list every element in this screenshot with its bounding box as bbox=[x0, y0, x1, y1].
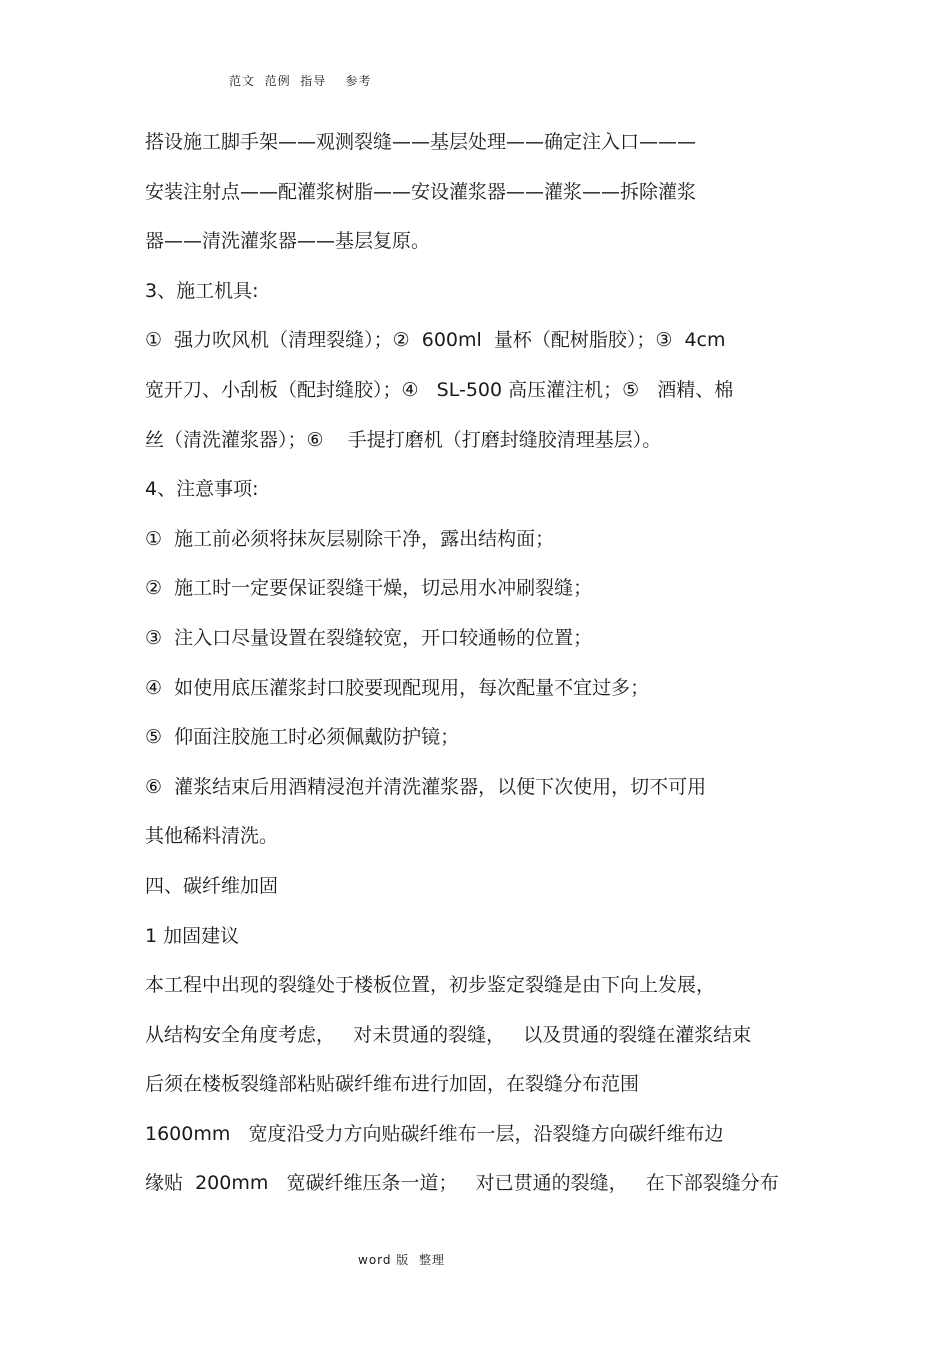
page-header: 范文 范例 指导 参考 bbox=[229, 74, 372, 88]
text-line: 后须在楼板裂缝部粘贴碳纤维布进行加固，在裂缝分布范围 bbox=[145, 1073, 640, 1096]
text-line: 1600mm 宽度沿受力方向贴碳纤维布一层，沿裂缝方向碳纤维布边 bbox=[145, 1122, 724, 1145]
text-line: 丝（清洗灌浆器）；⑥ 手提打磨机（打磨封缝胶清理基层）。 bbox=[145, 428, 662, 451]
list-item: ① 施工前必须将抹灰层剔除干净，露出结构面； bbox=[145, 527, 555, 550]
text-line: 其他稀料清洗。 bbox=[145, 825, 279, 848]
list-item: ③ 注入口尽量设置在裂缝较宽，开口较通畅的位置； bbox=[145, 626, 593, 649]
section-heading: 1 加固建议 bbox=[145, 924, 240, 947]
document-body bbox=[145, 128, 825, 1219]
text-line: 从结构安全角度考虑， 对未贯通的裂缝， 以及贯通的裂缝在灌浆结束 bbox=[145, 1023, 752, 1046]
text-line: ① 强力吹风机（清理裂缝）；② 600ml 量杯（配树脂胶）；③ 4cm bbox=[145, 329, 726, 352]
text-line: 本工程中出现的裂缝处于楼板位置，初步鉴定裂缝是由下向上发展， bbox=[145, 974, 716, 997]
section-heading: 4、注意事项: bbox=[145, 478, 259, 501]
text-line: 缘贴 200mm 宽碳纤维压条一道； 对已贯通的裂缝， 在下部裂缝分布 bbox=[145, 1172, 779, 1195]
text-line: 宽开刀、小刮板（配封缝胶）；④ SL-500 高压灌注机；⑤ 酒精、棉 bbox=[145, 378, 734, 401]
text-line: 搭设施工脚手架——观测裂缝——基层处理——确定注入口——— bbox=[145, 131, 697, 153]
page-footer: word 版 整理 bbox=[358, 1253, 445, 1267]
list-item: ④ 如使用底压灌浆封口胶要现配现用，每次配量不宜过多； bbox=[145, 676, 650, 699]
text-line: 安装注射点——配灌浆树脂——安设灌浆器——灌浆——拆除灌浆 bbox=[145, 180, 697, 203]
text-line: 器——清洗灌浆器——基层复原。 bbox=[145, 230, 431, 253]
list-item: ⑥ 灌浆结束后用酒精浸泡并清洗灌浆器，以便下次使用，切不可用 bbox=[145, 775, 707, 798]
list-item: ⑤ 仰面注胶施工时必须佩戴防护镜； bbox=[145, 726, 460, 749]
section-heading: 3、施工机具: bbox=[145, 279, 259, 302]
chapter-heading: 四、碳纤维加固 bbox=[145, 874, 279, 897]
list-item: ② 施工时一定要保证裂缝干燥，切忌用水冲刷裂缝； bbox=[145, 577, 593, 600]
